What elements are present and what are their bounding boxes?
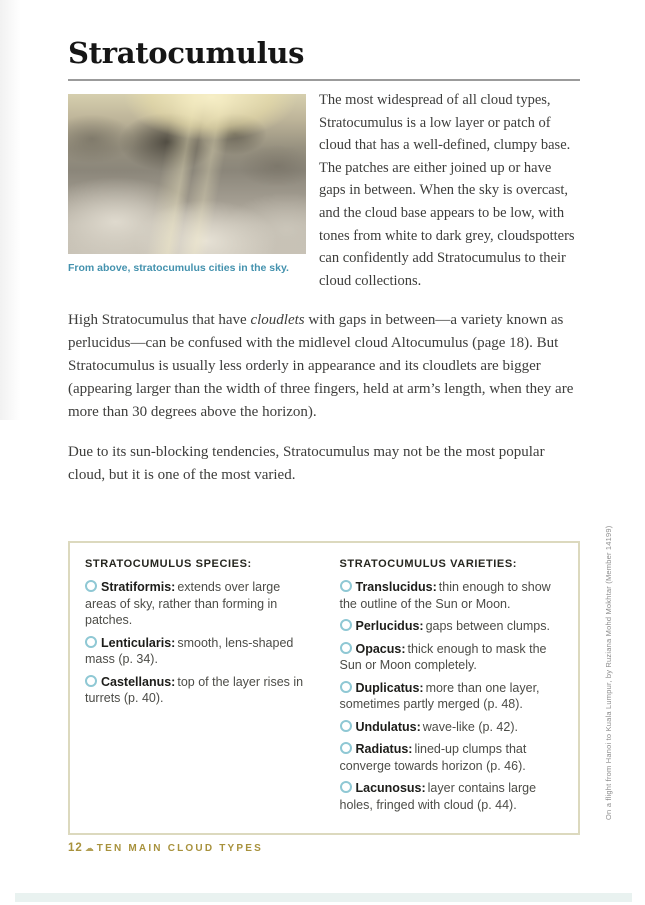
variety-item-name: Lacunosus:	[355, 781, 426, 796]
variety-item-name: Opacus:	[355, 641, 406, 656]
paragraph2-before: High Stratocumulus that have	[68, 312, 251, 329]
variety-item	[340, 641, 567, 674]
body-paragraph-3: Due to its sun-blocking tendencies, Stratocumulus may not be the most popular cloud, but it is one of the most varied.	[68, 444, 545, 484]
variety-item-name: Translucidus:	[355, 580, 437, 595]
variety-item	[340, 680, 567, 713]
variety-item-name: Perlucidus:	[355, 619, 424, 634]
intro-section	[68, 94, 580, 292]
variety-item	[340, 618, 567, 635]
species-item-desc: top of the layer rises in turrets (p. 40).	[85, 674, 304, 706]
species-item-name: Castellanus:	[101, 674, 176, 689]
title-rule	[68, 79, 580, 81]
variety-item-name: Undulatus:	[355, 719, 421, 734]
circle-bullet-icon	[340, 619, 352, 631]
cloud-ornament-icon: ☁	[84, 844, 94, 854]
circle-bullet-icon	[340, 681, 352, 693]
variety-item-desc: wave-like (p. 42).	[422, 719, 518, 734]
circle-bullet-icon	[340, 642, 352, 654]
species-column	[85, 558, 312, 819]
photo-figure	[68, 94, 306, 274]
variety-item-desc: thick enough to mask the Sun or Moon completely.	[339, 641, 547, 673]
species-item-desc: extends over large areas of sky, rather than forming in patches.	[85, 580, 281, 628]
variety-item-desc: more than one layer, sometimes partly merged (p. 48).	[339, 680, 540, 712]
body-paragraph-2	[68, 309, 580, 424]
circle-bullet-icon	[85, 675, 97, 687]
variety-item-name: Duplicatus:	[355, 680, 424, 695]
species-heading: STRATOCUMULUS SPECIES:	[85, 558, 252, 571]
circle-bullet-icon	[340, 742, 352, 754]
varieties-column	[340, 558, 567, 819]
species-varieties-box	[68, 541, 580, 835]
page-content	[68, 36, 580, 835]
circle-bullet-icon	[85, 580, 97, 592]
page-footer	[68, 838, 263, 856]
species-item-name: Lenticularis:	[101, 635, 176, 650]
species-item	[85, 635, 312, 668]
photo-caption: From above, stratocumulus cities in the sky.	[68, 262, 289, 274]
footer-section-title: TEN MAIN CLOUD TYPES	[96, 843, 264, 854]
varieties-heading: STRATOCUMULUS VARIETIES:	[339, 558, 518, 571]
page-title: Stratocumulus	[68, 36, 305, 70]
paragraph2-italic-term: cloudlets	[250, 312, 305, 329]
bottom-accent-bar	[15, 893, 632, 902]
variety-item	[340, 780, 567, 813]
intro-paragraph: The most widespread of all cloud types, Stratocumulus is a low layer or patch of cloud that has a well-defined, clumpy base. The patches are either joined up or have gaps in between. When the sky is overcast, and the cloud base appears to be low, with tones from white to dark grey, cloudspotters can confidently add Stratocumulus to their cloud collections.	[319, 92, 575, 289]
circle-bullet-icon	[340, 580, 352, 592]
variety-item-name: Radiatus:	[355, 742, 413, 757]
variety-item-desc: gaps between clumps.	[425, 619, 550, 634]
species-item	[85, 579, 312, 629]
species-item-name: Stratiformis:	[101, 580, 176, 595]
variety-item	[340, 579, 567, 612]
variety-item	[340, 719, 567, 736]
circle-bullet-icon	[340, 781, 352, 793]
variety-item-desc: thin enough to show the outline of the Sun or Moon.	[339, 580, 551, 611]
circle-bullet-icon	[85, 636, 97, 648]
page-number: 12	[68, 842, 83, 854]
species-item-desc: smooth, lens-shaped mass (p. 34).	[85, 635, 294, 667]
stratocumulus-photo	[68, 94, 306, 254]
variety-item-desc: lined-up clumps that converge towards horizon (p. 46).	[339, 742, 527, 773]
circle-bullet-icon	[340, 720, 352, 732]
species-item	[85, 674, 312, 707]
variety-item	[340, 741, 567, 774]
variety-item-desc: layer contains large holes, fringed with cloud (p. 44).	[339, 781, 537, 812]
photo-credit: On a flight from Hanoi to Kuala Lumpur, by Ruziana Mohd Mokhtar (Member 14199)	[604, 525, 613, 820]
paragraph2-after: with gaps in between—a variety known as perlucidus—can be confused with the midlevel cloud Altocumulus (page 18). But Stratocumulus is usually less orderly in appearance and its cloudlets are bigger (appearing larger than the width of three fingers, held at arm’s length, when they are more than 30 degrees above the horizon).	[68, 312, 574, 421]
